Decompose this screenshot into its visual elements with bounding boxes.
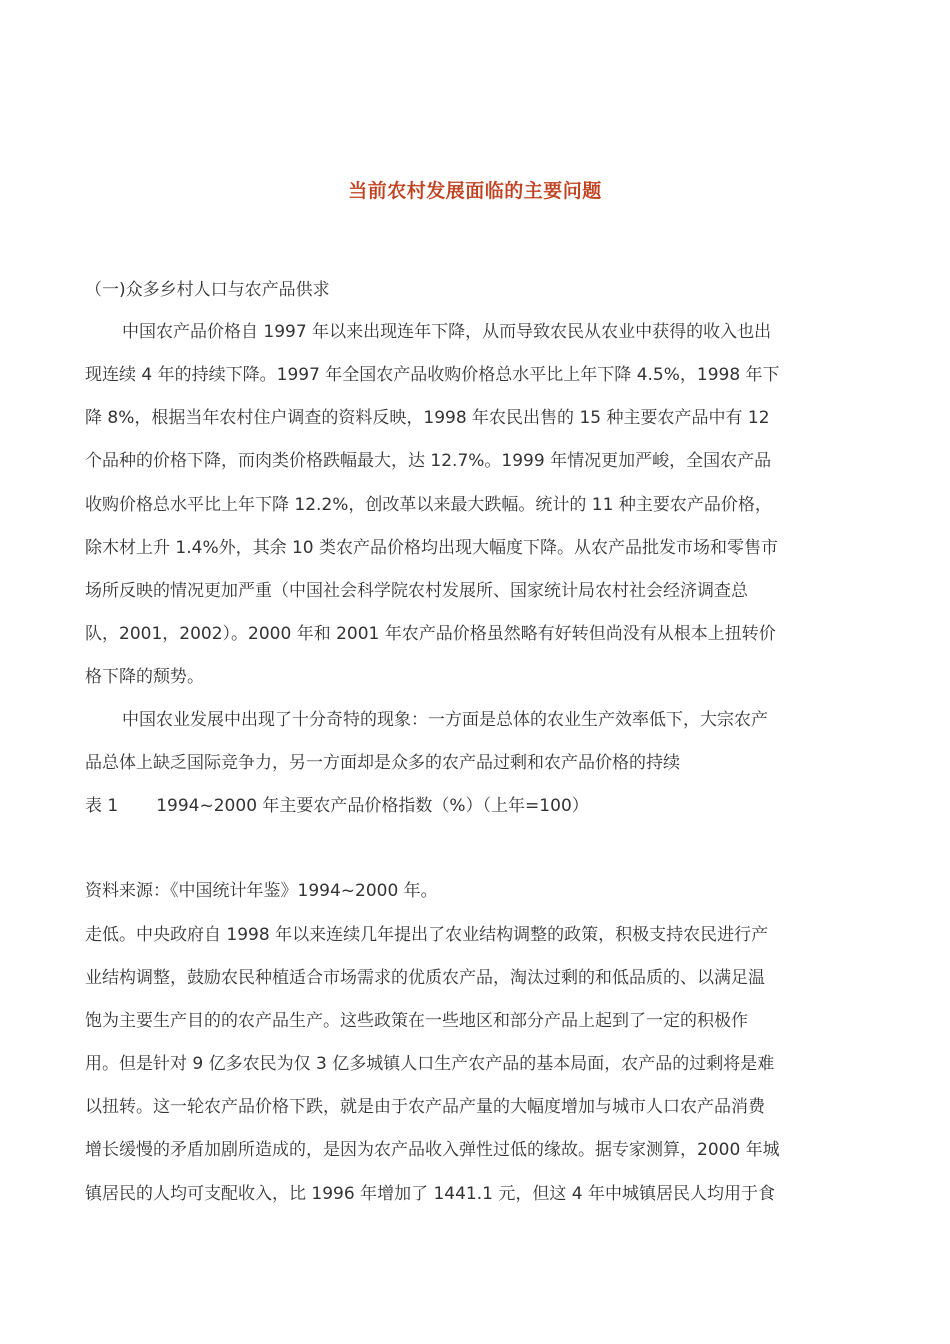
section-heading: （一)众多乡村人口与农产品供求 <box>85 280 330 300</box>
paragraph-line: 以扭转。这一轮农产品价格下跌，就是由于农产品产量的大幅度增加与城市人口农产品消费 <box>85 1097 765 1117</box>
paragraph-line: 收购价格总水平比上年下降 12.2%，创改革以来最大跌幅。统计的 11 种主要农产品价格， <box>85 495 772 515</box>
paragraph-line: 品总体上缺乏国际竞争力，另一方面却是众多的农产品过剩和农产品价格的持续 <box>85 753 680 773</box>
paragraph-line: 镇居民的人均可支配收入，比 1996 年增加了 1441.1 元，但这 4 年中城镇居民人均用于食 <box>85 1184 775 1204</box>
paragraph-line: 个品种的价格下降，而肉类价格跌幅最大，达 12.7%。1999 年情况更加严峻，全国农产品 <box>85 451 772 471</box>
paragraph-line: 用。但是针对 9 亿多农民为仅 3 亿多城镇人口生产农产品的基本局面，农产品的过剩将是难 <box>85 1054 775 1074</box>
table-caption-label: 表 1 <box>85 796 119 816</box>
paragraph-line: 中国农产品价格自 1997 年以来出现连年下降，从而导致农民从农业中获得的收入也出 <box>122 322 772 342</box>
table-caption <box>85 795 589 817</box>
paragraph-line: 走低。中央政府自 1998 年以来连续几年提出了农业结构调整的政策，积极支持农民进行产 <box>85 925 769 945</box>
paragraph-line: 现连续 4 年的持续下降。1997 年全国农产品收购价格总水平比上年下降 4.5%，1998 年下 <box>85 365 780 385</box>
paragraph-line: 饱为主要生产目的的农产品生产。这些政策在一些地区和部分产品上起到了一定的积极作 <box>85 1011 748 1031</box>
paragraph-line: 中国农业发展中出现了十分奇特的现象：一方面是总体的农业生产效率低下，大宗农产 <box>122 710 768 730</box>
table-caption-text: 1994~2000 年主要农产品价格指数（%）（上年=100） <box>156 796 589 816</box>
paragraph-line: 队，2001，2002）。2000 年和 2001 年农产品价格虽然略有好转但尚没有从根本上扭转价 <box>85 624 776 644</box>
paragraph-line: 降 8%，根据当年农村住户调查的资料反映，1998 年农民出售的 15 种主要农产品中有 12 <box>85 408 770 428</box>
paragraph-line: 场所反映的情况更加严重（中国社会科学院农村发展所、国家统计局农村社会经济调查总 <box>85 581 748 601</box>
source-note: 资料来源：《中国统计年鉴》1994~2000 年。 <box>85 881 438 901</box>
paragraph-line: 除木材上升 1.4%外，其余 10 类农产品价格均出现大幅度下降。从农产品批发市场和零售市 <box>85 538 779 558</box>
document-title: 当前农村发展面临的主要问题 <box>348 180 602 202</box>
paragraph-line: 业结构调整，鼓励农民种植适合市场需求的优质农产品，淘汰过剩的和低品质的、以满足温 <box>85 968 765 988</box>
paragraph-line: 格下降的颓势。 <box>85 667 204 687</box>
paragraph-line: 增长缓慢的矛盾加剧所造成的，是因为农产品收入弹性过低的缘故。据专家测算，2000 年城 <box>85 1140 780 1160</box>
